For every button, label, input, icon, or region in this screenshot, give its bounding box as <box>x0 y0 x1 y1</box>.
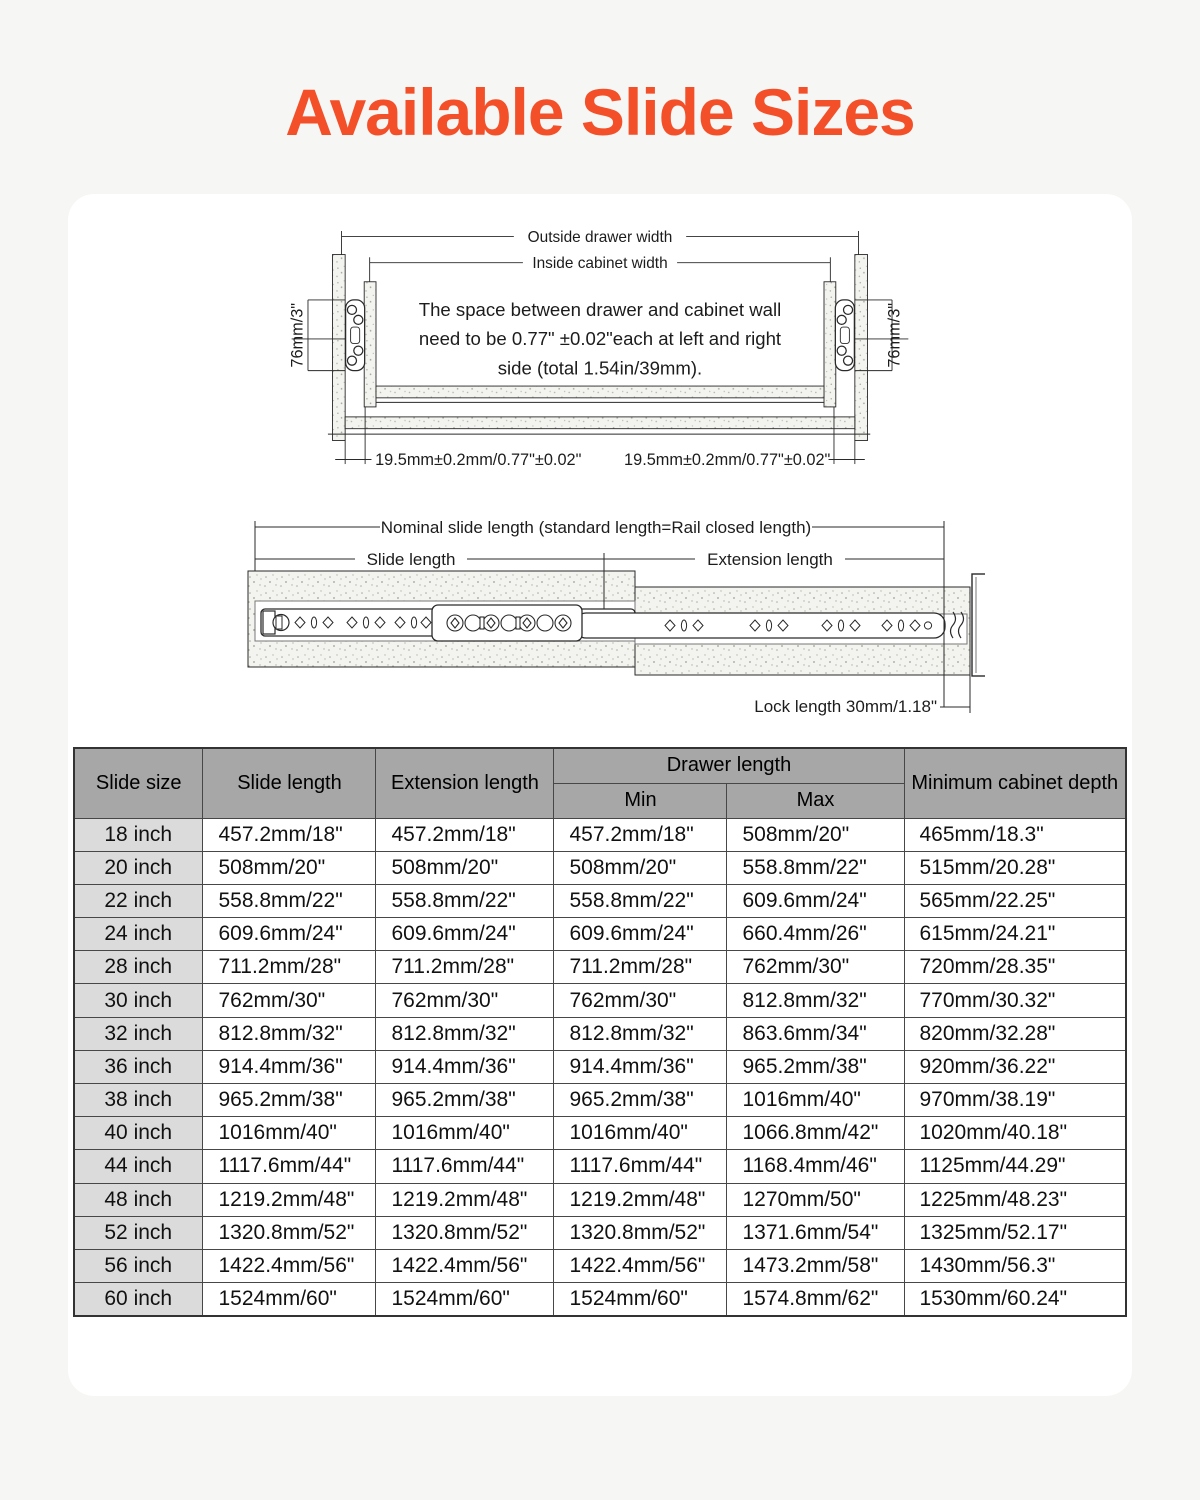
value-cell: 1016mm/40" <box>727 1084 904 1117</box>
table-row <box>74 984 1126 1017</box>
slide-size-cell: 30 inch <box>74 984 203 1017</box>
slide-size-cell: 38 inch <box>74 1084 203 1117</box>
value-cell: 615mm/24.21" <box>904 918 1126 951</box>
side-height-label-left: 76mm/3" <box>288 302 307 368</box>
value-cell: 609.6mm/24" <box>554 918 727 951</box>
slide-size-table <box>73 747 1127 1317</box>
value-cell: 762mm/30" <box>203 984 376 1017</box>
value-cell: 1524mm/60" <box>203 1283 376 1316</box>
value-cell: 711.2mm/28" <box>554 951 727 984</box>
slide-size-cell: 48 inch <box>74 1183 203 1216</box>
header-slide-length: Slide length <box>203 748 376 818</box>
value-cell: 1325mm/52.17" <box>904 1216 1126 1249</box>
cabinet-bottom <box>345 417 855 429</box>
value-cell: 812.8mm/32" <box>727 984 904 1017</box>
header-slide-size: Slide size <box>74 748 203 818</box>
slide-rail-cross-section-icon <box>835 300 854 371</box>
value-cell: 1422.4mm/56" <box>554 1249 727 1282</box>
table-body <box>74 818 1126 1316</box>
value-cell: 1574.8mm/62" <box>727 1283 904 1316</box>
drawer-width-diagram <box>260 194 940 484</box>
value-cell: 1125mm/44.29" <box>904 1150 1126 1183</box>
value-cell: 660.4mm/26" <box>727 918 904 951</box>
value-cell: 762mm/30" <box>554 984 727 1017</box>
value-cell: 812.8mm/32" <box>203 1017 376 1050</box>
value-cell: 1320.8mm/52" <box>203 1216 376 1249</box>
slide-size-cell: 56 inch <box>74 1249 203 1282</box>
value-cell: 812.8mm/32" <box>554 1017 727 1050</box>
value-cell: 970mm/38.19" <box>904 1084 1126 1117</box>
value-cell: 965.2mm/38" <box>727 1050 904 1083</box>
header-extension-length: Extension length <box>376 748 554 818</box>
slide-size-cell: 22 inch <box>74 884 203 917</box>
value-cell: 558.8mm/22" <box>376 884 554 917</box>
header-drawer-length: Drawer length <box>554 748 904 783</box>
table-row <box>74 1117 1126 1150</box>
value-cell: 1422.4mm/56" <box>203 1249 376 1282</box>
value-cell: 1270mm/50" <box>727 1183 904 1216</box>
table-row <box>74 1017 1126 1050</box>
value-cell: 1320.8mm/52" <box>554 1216 727 1249</box>
value-cell: 1219.2mm/48" <box>203 1183 376 1216</box>
cabinet-wall-right <box>855 255 868 441</box>
slide-size-cell: 52 inch <box>74 1216 203 1249</box>
value-cell: 1219.2mm/48" <box>554 1183 727 1216</box>
value-cell: 1524mm/60" <box>554 1283 727 1316</box>
header-drawer-min: Min <box>554 783 727 818</box>
slide-rail-cross-section-icon <box>346 300 365 371</box>
value-cell: 508mm/20" <box>554 851 727 884</box>
table-row <box>74 1150 1126 1183</box>
side-height-label-right: 76mm/3" <box>885 302 904 368</box>
value-cell: 711.2mm/28" <box>376 951 554 984</box>
value-cell: 558.8mm/22" <box>203 884 376 917</box>
value-cell: 508mm/20" <box>727 818 904 851</box>
table-row <box>74 851 1126 884</box>
value-cell: 720mm/28.35" <box>904 951 1126 984</box>
value-cell: 1016mm/40" <box>376 1117 554 1150</box>
value-cell: 1320.8mm/52" <box>376 1216 554 1249</box>
clearance-note-line1: The space between drawer and cabinet wall <box>418 299 782 321</box>
slide-size-cell: 28 inch <box>74 951 203 984</box>
slide-size-cell: 40 inch <box>74 1117 203 1150</box>
nominal-length-label: Nominal slide length (standard length=Rail closed length) <box>380 518 812 537</box>
value-cell: 457.2mm/18" <box>376 818 554 851</box>
gap-label-right: 19.5mm±0.2mm/0.77"±0.02" <box>624 450 831 469</box>
extension-length-label: Extension length <box>707 550 833 569</box>
slide-length-diagram <box>215 509 985 719</box>
value-cell: 1524mm/60" <box>376 1283 554 1316</box>
value-cell: 762mm/30" <box>376 984 554 1017</box>
value-cell: 515mm/20.28" <box>904 851 1126 884</box>
value-cell: 1371.6mm/54" <box>727 1216 904 1249</box>
table-row <box>74 1283 1126 1316</box>
value-cell: 1530mm/60.24" <box>904 1283 1126 1316</box>
value-cell: 863.6mm/34" <box>727 1017 904 1050</box>
value-cell: 762mm/30" <box>727 951 904 984</box>
table-row <box>74 918 1126 951</box>
cabinet-wall-left <box>332 255 345 441</box>
clearance-note-line3: side (total 1.54in/39mm). <box>497 357 703 379</box>
value-cell: 1430mm/56.3" <box>904 1249 1126 1282</box>
value-cell: 1219.2mm/48" <box>376 1183 554 1216</box>
value-cell: 565mm/22.25" <box>904 884 1126 917</box>
slide-size-cell: 32 inch <box>74 1017 203 1050</box>
value-cell: 508mm/20" <box>376 851 554 884</box>
header-min-cabinet-depth: Minimum cabinet depth <box>904 748 1126 818</box>
value-cell: 812.8mm/32" <box>376 1017 554 1050</box>
value-cell: 914.4mm/36" <box>376 1050 554 1083</box>
table-row <box>74 1050 1126 1083</box>
table-row <box>74 884 1126 917</box>
value-cell: 558.8mm/22" <box>727 851 904 884</box>
value-cell: 1117.6mm/44" <box>376 1150 554 1183</box>
value-cell: 1117.6mm/44" <box>203 1150 376 1183</box>
table-row <box>74 1183 1126 1216</box>
value-cell: 1016mm/40" <box>203 1117 376 1150</box>
value-cell: 965.2mm/38" <box>554 1084 727 1117</box>
value-cell: 914.4mm/36" <box>203 1050 376 1083</box>
table-row <box>74 818 1126 851</box>
slide-size-cell: 44 inch <box>74 1150 203 1183</box>
drawer-bottom <box>376 386 824 398</box>
content-panel <box>68 194 1132 1396</box>
slide-size-cell: 24 inch <box>74 918 203 951</box>
slide-size-cell: 60 inch <box>74 1283 203 1316</box>
value-cell: 770mm/30.32" <box>904 984 1126 1017</box>
value-cell: 820mm/32.28" <box>904 1017 1126 1050</box>
slide-size-cell: 18 inch <box>74 818 203 851</box>
clearance-note-line2: need to be 0.77" ±0.02"each at left and right <box>418 328 782 350</box>
rear-bracket <box>972 574 985 676</box>
slide-size-cell: 36 inch <box>74 1050 203 1083</box>
value-cell: 1020mm/40.18" <box>904 1117 1126 1150</box>
table-row <box>74 1084 1126 1117</box>
outside-drawer-width-label: Outside drawer width <box>527 228 673 246</box>
value-cell: 920mm/36.22" <box>904 1050 1126 1083</box>
value-cell: 1168.4mm/46" <box>727 1150 904 1183</box>
header-drawer-max: Max <box>727 783 904 818</box>
inside-cabinet-width-label: Inside cabinet width <box>532 255 668 273</box>
page-title: Available Slide Sizes <box>285 75 915 149</box>
value-cell: 609.6mm/24" <box>203 918 376 951</box>
drawer-wall-right <box>824 282 836 407</box>
value-cell: 465mm/18.3" <box>904 818 1126 851</box>
drawer-wall-left <box>364 282 376 407</box>
value-cell: 1016mm/40" <box>554 1117 727 1150</box>
table-row <box>74 1249 1126 1282</box>
value-cell: 914.4mm/36" <box>554 1050 727 1083</box>
value-cell: 609.6mm/24" <box>376 918 554 951</box>
value-cell: 1473.2mm/58" <box>727 1249 904 1282</box>
value-cell: 965.2mm/38" <box>203 1084 376 1117</box>
value-cell: 965.2mm/38" <box>376 1084 554 1117</box>
value-cell: 1117.6mm/44" <box>554 1150 727 1183</box>
value-cell: 1225mm/48.23" <box>904 1183 1126 1216</box>
slide-length-label: Slide length <box>366 550 456 569</box>
lock-length-label: Lock length 30mm/1.18" <box>754 697 937 716</box>
value-cell: 1066.8mm/42" <box>727 1117 904 1150</box>
value-cell: 457.2mm/18" <box>554 818 727 851</box>
value-cell: 558.8mm/22" <box>554 884 727 917</box>
table-row <box>74 951 1126 984</box>
value-cell: 457.2mm/18" <box>203 818 376 851</box>
gap-label-left: 19.5mm±0.2mm/0.77"±0.02" <box>375 450 582 469</box>
value-cell: 508mm/20" <box>203 851 376 884</box>
table-row <box>74 1216 1126 1249</box>
slide-size-cell: 20 inch <box>74 851 203 884</box>
value-cell: 711.2mm/28" <box>203 951 376 984</box>
value-cell: 1422.4mm/56" <box>376 1249 554 1282</box>
value-cell: 609.6mm/24" <box>727 884 904 917</box>
table-section <box>68 719 1132 1317</box>
